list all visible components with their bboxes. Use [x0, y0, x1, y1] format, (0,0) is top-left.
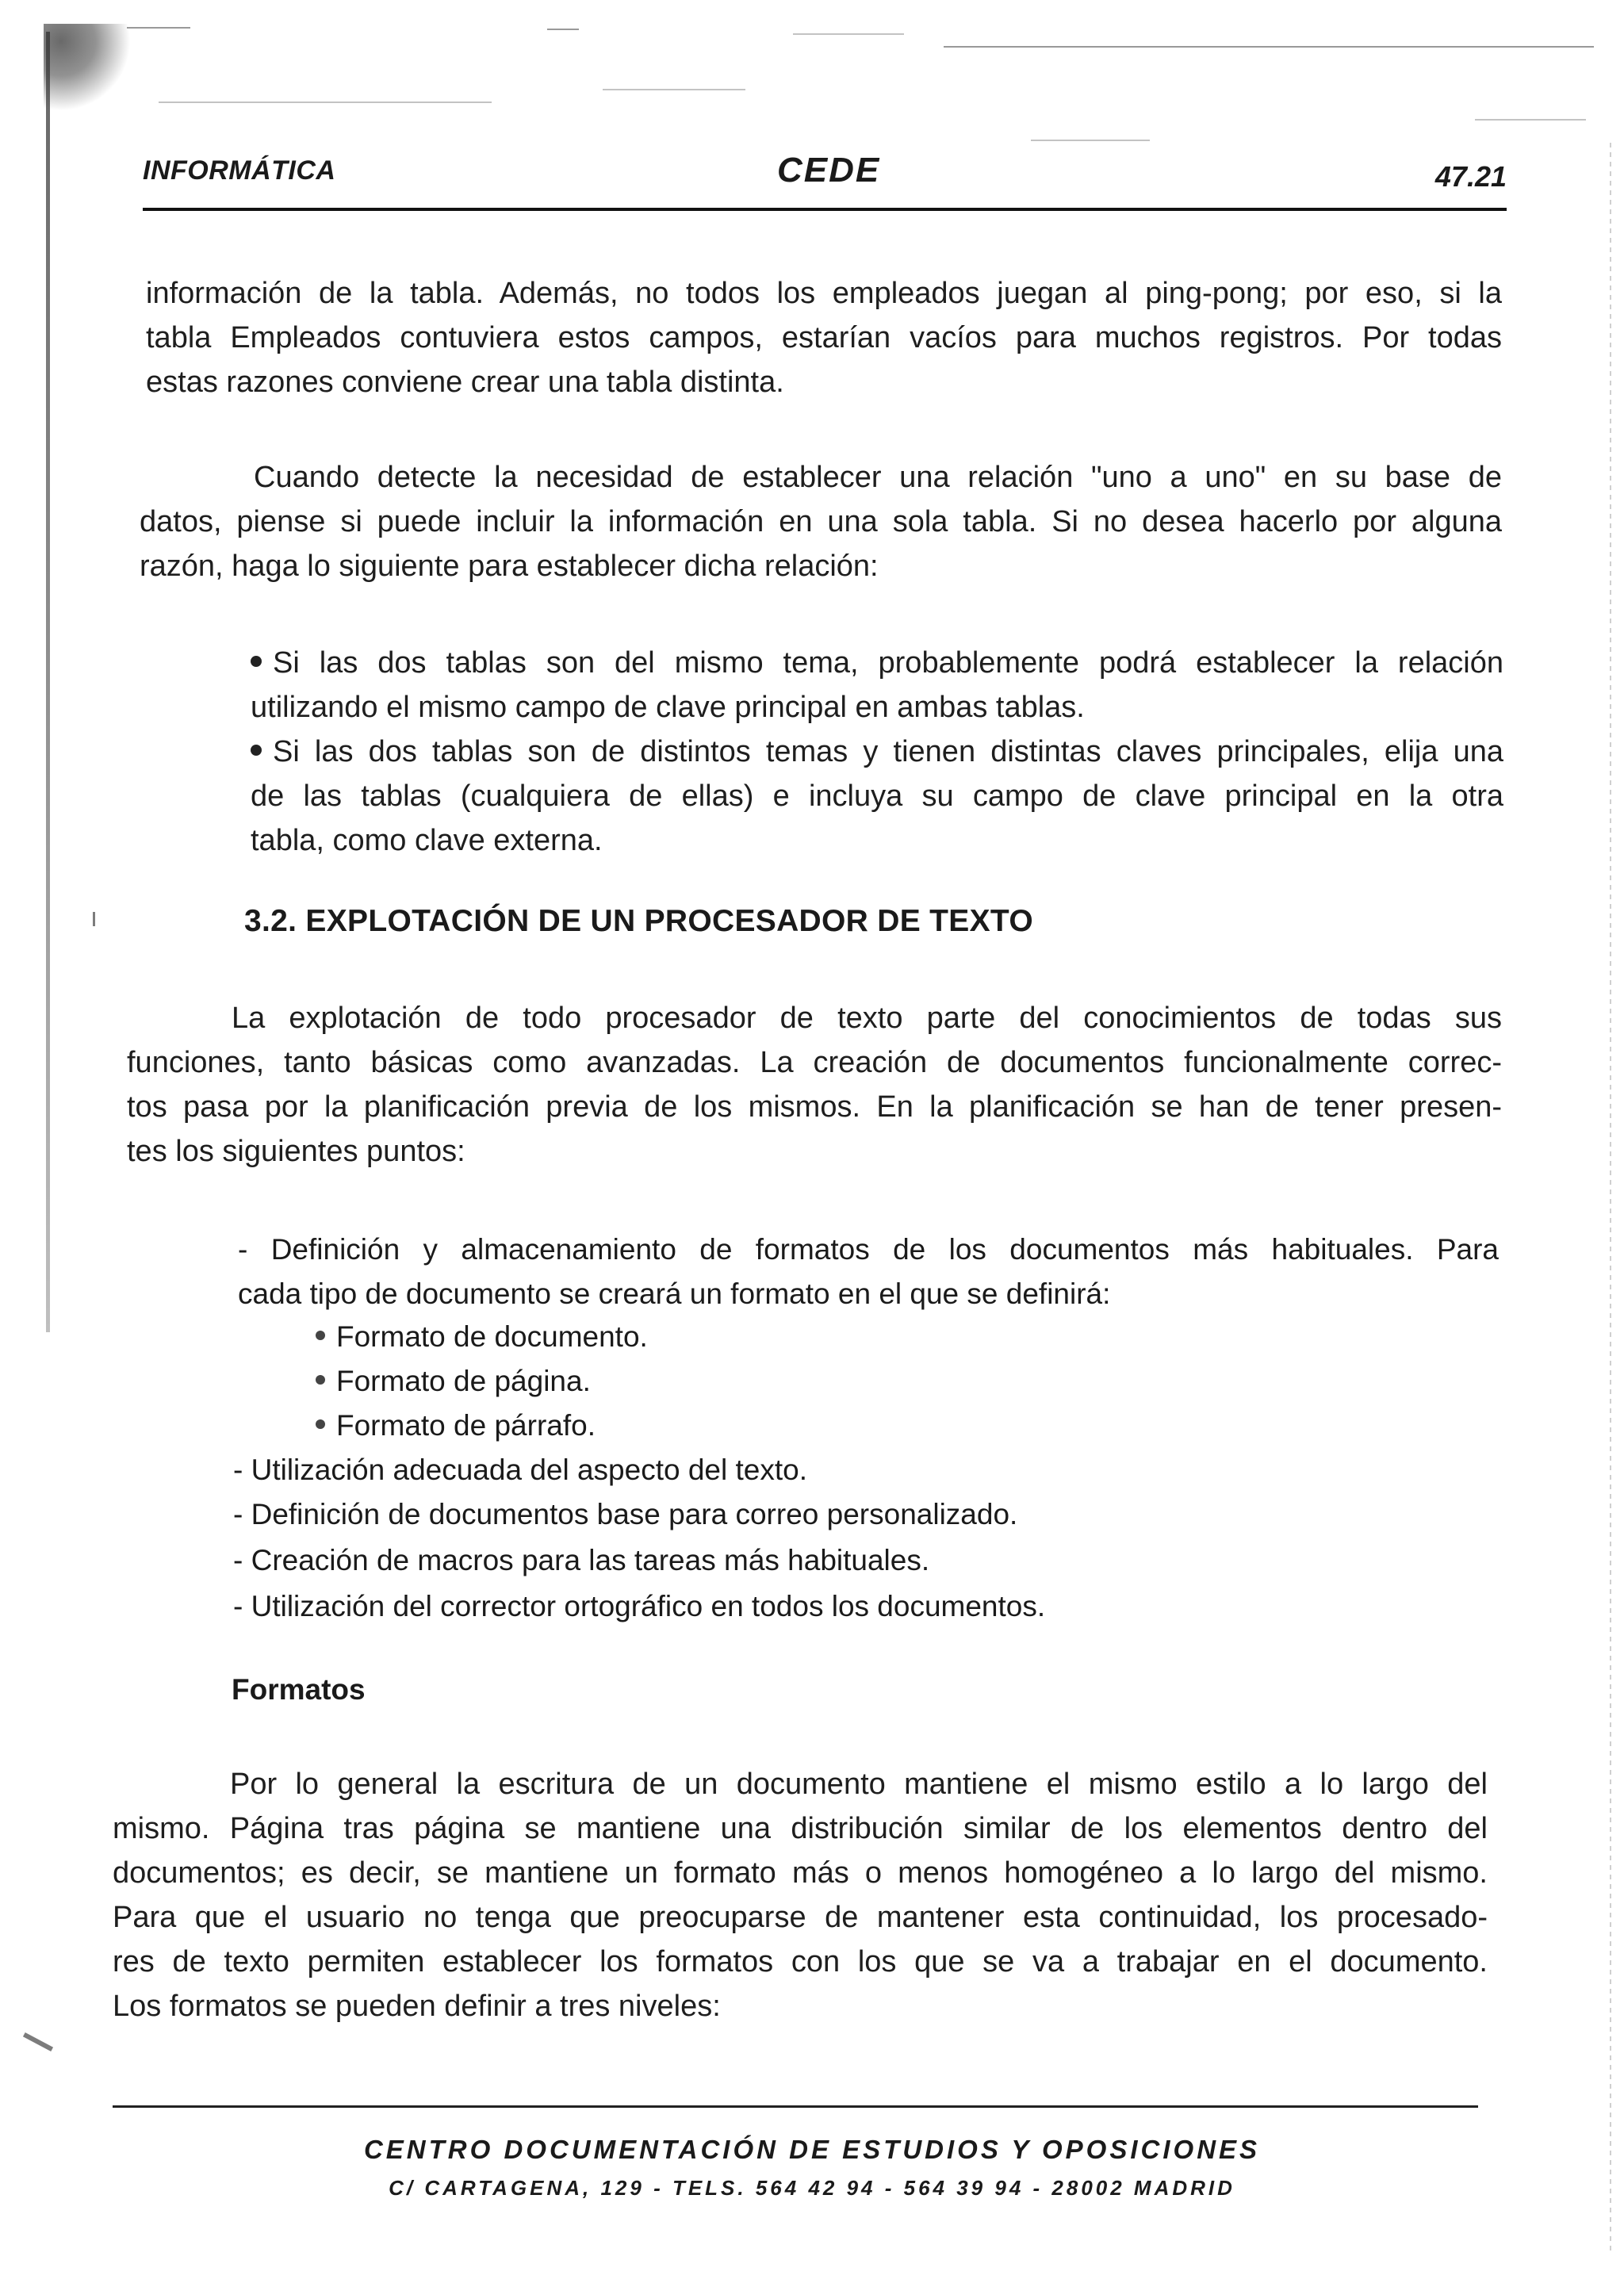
text-line: tes los siguientes puntos:	[127, 1135, 465, 1168]
list-item-3: - Definición de documentos base para correo personalizado.	[233, 1498, 1018, 1530]
paragraph-2	[140, 455, 1502, 588]
header-logo: CEDE	[777, 151, 881, 190]
text-line: Cuando detecte la necesidad de establecer una relación "uno a uno" en su base de	[254, 461, 1502, 494]
list-item-5: - Utilización del corrector ortográfico en todos los documentos.	[233, 1590, 1046, 1622]
page-number: 47.21	[1434, 160, 1507, 193]
list-item-1: - Definición y almacenamiento de formatos de los documentos más habituales. Para	[238, 1233, 1499, 1266]
sublist-text: Formato de documento.	[336, 1320, 648, 1353]
paragraph-3	[127, 996, 1502, 1174]
bullet-item-2	[251, 730, 1503, 863]
section-heading: 3.2. EXPLOTACIÓN DE UN PROCESADOR DE TEXTO	[244, 904, 1033, 938]
bullet-icon	[316, 1419, 325, 1429]
scan-corner-shadow	[44, 24, 131, 111]
scan-dash	[159, 102, 492, 103]
scan-right-edge	[1610, 143, 1611, 2252]
scan-dash	[1031, 140, 1150, 141]
text-line: Si las dos tablas son del mismo tema, probablemente podrá establecer la relación	[273, 646, 1503, 680]
scan-top-mark	[547, 29, 579, 30]
text-line: razón, haga lo siguiente para establecer dicha relación:	[140, 550, 879, 583]
paragraph-4	[113, 1762, 1488, 2028]
text-line: mismo. Página tras página se mantiene una distribución similar de los elementos dentro del	[113, 1812, 1488, 1845]
text-line: estas razones conviene crear una tabla distinta.	[146, 366, 784, 399]
footer-rule	[113, 2105, 1478, 2108]
text-line: información de la tabla. Además, no todos los empleados juegan al ping-pong; por eso, si la	[146, 277, 1502, 310]
text-line: datos, piense si puede incluir la información en una sola tabla. Si no desea hacerlo por alguna	[140, 505, 1502, 538]
paragraph-1	[146, 271, 1502, 404]
text-line: tos pasa por la planificación previa de los mismos. En la planificación se han de tener presen-	[127, 1090, 1502, 1124]
sub-heading: Formatos	[232, 1673, 366, 1706]
bullet-icon	[251, 656, 262, 667]
sublist-item	[316, 1361, 591, 1402]
scan-dash	[793, 33, 904, 35]
bullet-icon	[316, 1331, 325, 1340]
scan-left-edge	[46, 32, 50, 1332]
bullet-icon	[251, 745, 262, 756]
header-subject: INFORMÁTICA	[143, 155, 336, 186]
bullet-icon	[316, 1375, 325, 1385]
text-line: tabla, como clave externa.	[251, 824, 603, 857]
footer-organization: CENTRO DOCUMENTACIÓN DE ESTUDIOS Y OPOSICIONES	[363, 2135, 1261, 2164]
scan-dash	[1475, 119, 1586, 121]
text-line: La explotación de todo procesador de texto parte del conocimientos de todas sus	[232, 1002, 1502, 1035]
bullet-item-1	[251, 641, 1503, 730]
text-line: Para que el usuario no tenga que preocuparse de mantener esta continuidad, los procesado-	[113, 1901, 1488, 1934]
scan-mark	[93, 912, 95, 926]
list-item-2: - Utilización adecuada del aspecto del texto.	[233, 1454, 807, 1486]
scan-dash	[603, 89, 745, 90]
text-line: documentos; es decir, se mantiene un formato más o menos homogéneo a lo largo del mismo.	[113, 1856, 1488, 1890]
text-line: Por lo general la escritura de un documento mantiene el mismo estilo a lo largo del	[230, 1768, 1488, 1801]
sublist-item	[316, 1405, 596, 1446]
sublist-text: Formato de página.	[336, 1365, 591, 1397]
footer-address: C/ CARTAGENA, 129 - TELS. 564 42 94 - 564 39 94 - 28002 MADRID	[389, 2176, 1235, 2200]
text-line: tabla Empleados contuviera estos campos, estarían vacíos para muchos registros. Por todas	[146, 321, 1502, 354]
text-line: funciones, tanto básicas como avanzadas. La creación de documentos funcionalmente correc-	[127, 1046, 1502, 1079]
text-line: Los formatos se pueden definir a tres niveles:	[113, 1990, 721, 2023]
text-line: res de texto permiten establecer los formatos con los que se va a trabajar en el documento.	[113, 1945, 1488, 1978]
sublist-item	[316, 1316, 648, 1358]
scan-mark	[23, 2032, 53, 2051]
scan-top-mark	[127, 27, 190, 29]
scan-top-line	[944, 46, 1594, 48]
running-header	[143, 151, 1507, 198]
sublist-text: Formato de párrafo.	[336, 1409, 596, 1442]
header-rule	[143, 208, 1507, 211]
text-line: utilizando el mismo campo de clave principal en ambas tablas.	[251, 691, 1085, 724]
text-line: de las tablas (cualquiera de ellas) e incluya su campo de clave principal en la otra	[251, 780, 1503, 813]
list-item-1-cont: cada tipo de documento se creará un formato en el que se definirá:	[238, 1277, 1111, 1310]
list-item-4: - Creación de macros para las tareas más habituales.	[233, 1544, 930, 1576]
text-line: Si las dos tablas son de distintos temas y tienen distintas claves principales, elija una	[273, 735, 1503, 768]
